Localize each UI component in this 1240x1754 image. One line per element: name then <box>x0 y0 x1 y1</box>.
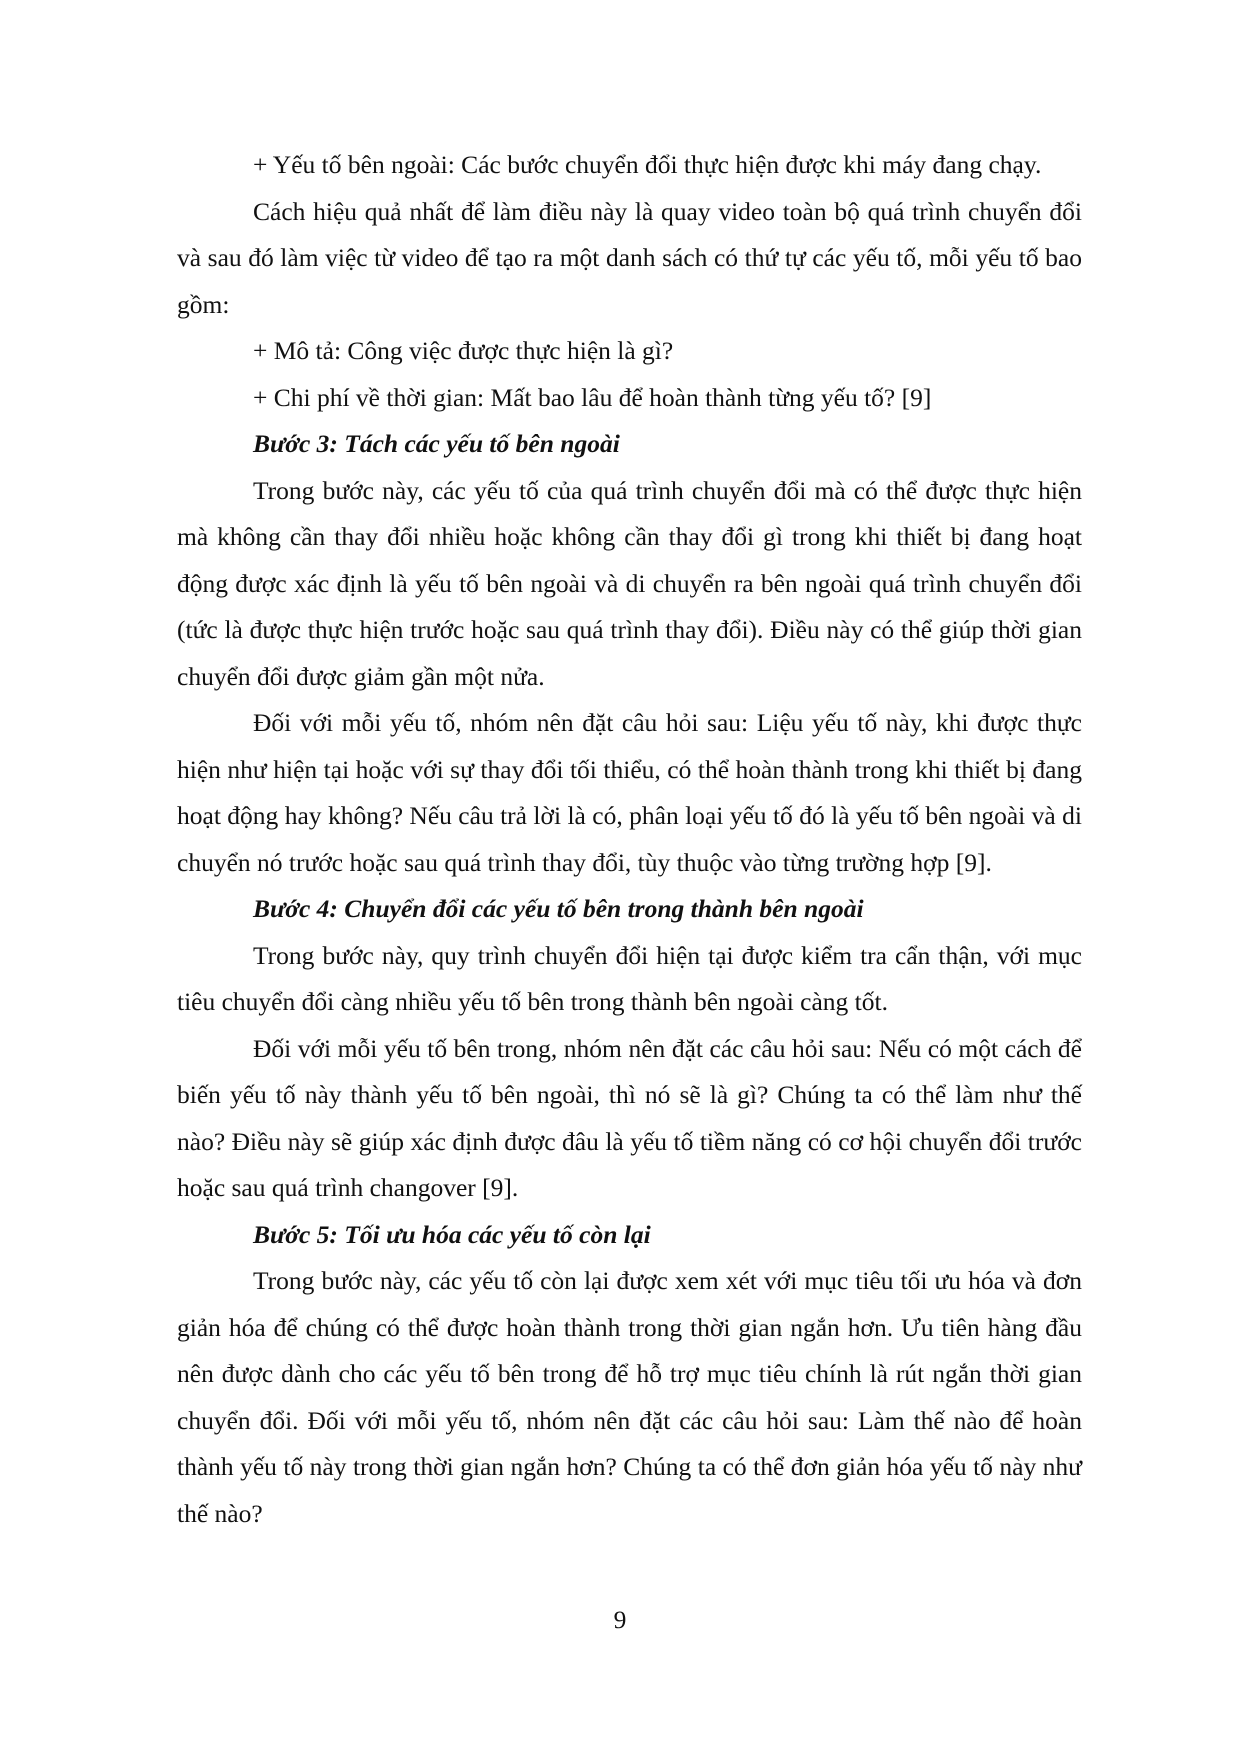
bullet-description: + Mô tả: Công việc được thực hiện là gì? <box>253 336 674 365</box>
heading-step-5: Bước 5: Tối ưu hóa các yếu tố còn lại <box>253 1219 651 1249</box>
paragraph-step-5-intro: Trong bước này, các yếu tố còn lại được xem xét với mục tiêu tối ưu hóa và đơn giản hóa để chúng có thể được hoàn thành trong thời gian ngắn hơn. Ưu tiên hàng đầu nên được dành cho các yếu tố bên trong để hỗ trợ mục tiêu chính là rút ngắn thời gian chuyển đổi. Đối với mỗi yếu tố, nhóm nên đặt các câu hỏi sau: Làm thế nào để hoàn thành yếu tố này trong thời gian ngắn hơn? Chúng ta có thể đơn giản hóa yếu tố này như thế nào? <box>177 1266 1082 1528</box>
bullet-external-factor: + Yếu tố bên ngoài: Các bước chuyển đổi thực hiện được khi máy đang chạy. <box>253 150 1042 179</box>
page-body <box>177 142 1082 1537</box>
paragraph-video-method: Cách hiệu quả nhất để làm điều này là quay video toàn bộ quá trình chuyển đổi và sau đó làm việc từ video để tạo ra một danh sách có thứ tự các yếu tố, mỗi yếu tố bao gồm: <box>177 196 1082 319</box>
page-number: 9 <box>613 1605 627 1634</box>
paragraph-step-3-question: Đối với mỗi yếu tố, nhóm nên đặt câu hỏi sau: Liệu yếu tố này, khi được thực hiện như hiện tại hoặc với sự thay đổi tối thiểu, có thể hoàn thành trong khi thiết bị đang hoạt động hay không? Nếu câu trả lời là có, phân loại yếu tố đó là yếu tố bên ngoài và di chuyển nó trước hoặc sau quá trình thay đổi, tùy thuộc vào từng trường hợp [9]. <box>177 708 1082 877</box>
heading-step-3: Bước 3: Tách các yếu tố bên ngoài <box>253 429 620 458</box>
paragraph-step-4-question: Đối với mỗi yếu tố bên trong, nhóm nên đặt các câu hỏi sau: Nếu có một cách để biến yếu tố này thành yếu tố bên ngoài, thì nó sẽ là gì? Chúng ta có thể làm như thế nào? Điều này sẽ giúp xác định được đâu là yếu tố tiềm năng có cơ hội chuyển đổi trước hoặc sau quá trình changover [9]. <box>177 1033 1082 1202</box>
paragraph-step-3-intro: Trong bước này, các yếu tố của quá trình chuyển đổi mà có thể được thực hiện mà không cần thay đổi nhiều hoặc không cần thay đổi gì trong khi thiết bị đang hoạt động được xác định là yếu tố bên ngoài và di chuyển ra bên ngoài quá trình chuyển đổi (tức là được thực hiện trước hoặc sau quá trình thay đổi). Điều này có thể giúp thời gian chuyển đổi được giảm gần một nửa. <box>177 475 1082 691</box>
heading-step-4: Bước 4: Chuyển đổi các yếu tố bên trong thành bên ngoài <box>253 894 864 923</box>
bullet-time-cost: + Chi phí về thời gian: Mất bao lâu để hoàn thành từng yếu tố? [9] <box>253 382 932 412</box>
paragraph-step-4-intro: Trong bước này, quy trình chuyển đổi hiện tại được kiểm tra cẩn thận, với mục tiêu chuyển đổi càng nhiều yếu tố bên trong thành bên ngoài càng tốt. <box>177 940 1082 1016</box>
